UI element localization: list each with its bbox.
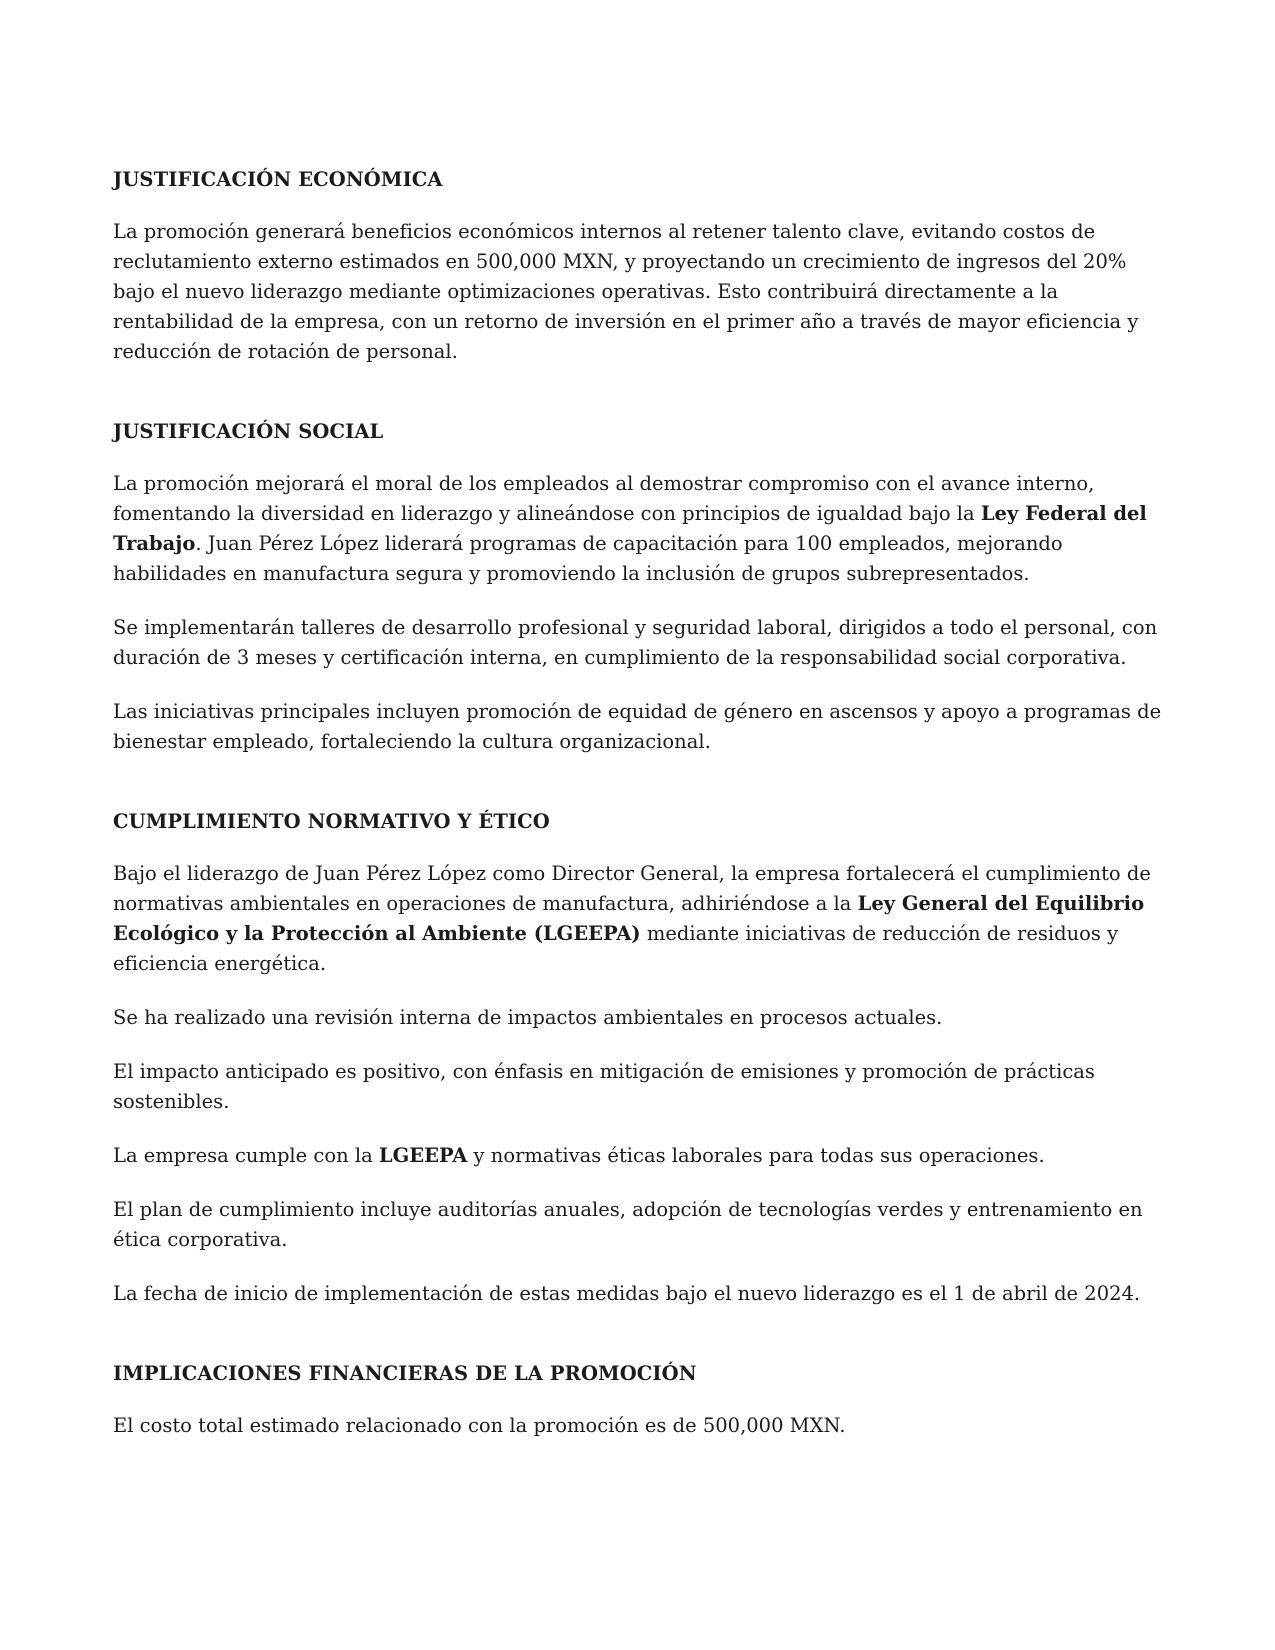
text-run: y normativas éticas laborales para todas sus operaciones.: [467, 1144, 1045, 1167]
paragraph: [113, 1279, 1162, 1309]
text-run: Las iniciativas principales incluyen promoción de equidad de género en ascensos y apoyo a programas de bienestar empleado, fortaleciendo la cultura organizacional.: [113, 700, 1162, 753]
bold-text-run: Ley General del Equilibrio Ecológico y la Protección al Ambiente (LGEEPA): [113, 892, 1145, 945]
text-run: La promoción generará beneficios económicos internos al retener talento clave, evitando costos de reclutamiento externo estimados en 500,000 MXN, y proyectando un crecimiento de ingresos del 20% bajo el nuevo liderazgo mediante optimizaciones operativas. Esto contribuirá directamente a la rentabilidad de la empresa, con un retorno de inversión en el primer año a través de mayor eficiencia y reducción de rotación de personal.: [113, 220, 1139, 363]
bold-text-run: LGEEPA: [378, 1144, 468, 1167]
text-run: El impacto anticipado es positivo, con énfasis en mitigación de emisiones y promoción de prácticas sostenibles.: [113, 1060, 1095, 1113]
paragraph: [113, 1003, 1162, 1033]
paragraph: [113, 613, 1162, 673]
text-run: La fecha de inicio de implementación de estas medidas bajo el nuevo liderazgo es el 1 de abril de 2024.: [113, 1282, 1141, 1305]
text-run: El costo total estimado relacionado con la promoción es de 500,000 MXN.: [113, 1414, 846, 1437]
paragraph: [113, 697, 1162, 757]
paragraph: [113, 1411, 1162, 1441]
section-heading: JUSTIFICACIÓN ECONÓMICA: [113, 168, 443, 191]
text-run: El plan de cumplimiento incluye auditorías anuales, adopción de tecnologías verdes y entrenamiento en ética corporativa.: [113, 1198, 1143, 1251]
document-section: [113, 1359, 1162, 1441]
section-heading: JUSTIFICACIÓN SOCIAL: [113, 420, 384, 443]
paragraph: [113, 1195, 1162, 1255]
paragraph: [113, 217, 1162, 367]
text-run: Bajo el liderazgo de Juan Pérez López como Director General, la empresa fortalecerá el cumplimiento de normativas ambientales en operaciones de manufactura, adhiriéndose a la: [113, 862, 1151, 915]
section-heading: CUMPLIMIENTO NORMATIVO Y ÉTICO: [113, 810, 550, 833]
text-run: mediante iniciativas de reducción de residuos y eficiencia energética.: [113, 922, 1119, 975]
text-run: La promoción mejorará el moral de los empleados al demostrar compromiso con el avance interno, fomentando la diversidad en liderazgo y alineándose con principios de igualdad bajo la: [113, 472, 1095, 525]
paragraph: [113, 469, 1162, 589]
paragraph: [113, 1141, 1162, 1171]
document-section: [113, 165, 1162, 367]
text-run: . Juan Pérez López liderará programas de capacitación para 100 empleados, mejorando habilidades en manufactura segura y promoviendo la inclusión de grupos subrepresentados.: [113, 532, 1063, 585]
document-section: [113, 417, 1162, 757]
section-heading: IMPLICACIONES FINANCIERAS DE LA PROMOCIÓN: [113, 1362, 697, 1385]
bold-text-run: Ley Federal del Trabajo: [113, 502, 1147, 555]
paragraph: [113, 1057, 1162, 1117]
text-run: Se ha realizado una revisión interna de impactos ambientales en procesos actuales.: [113, 1006, 943, 1029]
paragraph: [113, 859, 1162, 979]
document-section: [113, 807, 1162, 1309]
text-run: Se implementarán talleres de desarrollo profesional y seguridad laboral, dirigidos a todo el personal, con duración de 3 meses y certificación interna, en cumplimiento de la responsabilidad social corporativa.: [113, 616, 1158, 669]
text-run: La empresa cumple con la: [113, 1144, 379, 1167]
